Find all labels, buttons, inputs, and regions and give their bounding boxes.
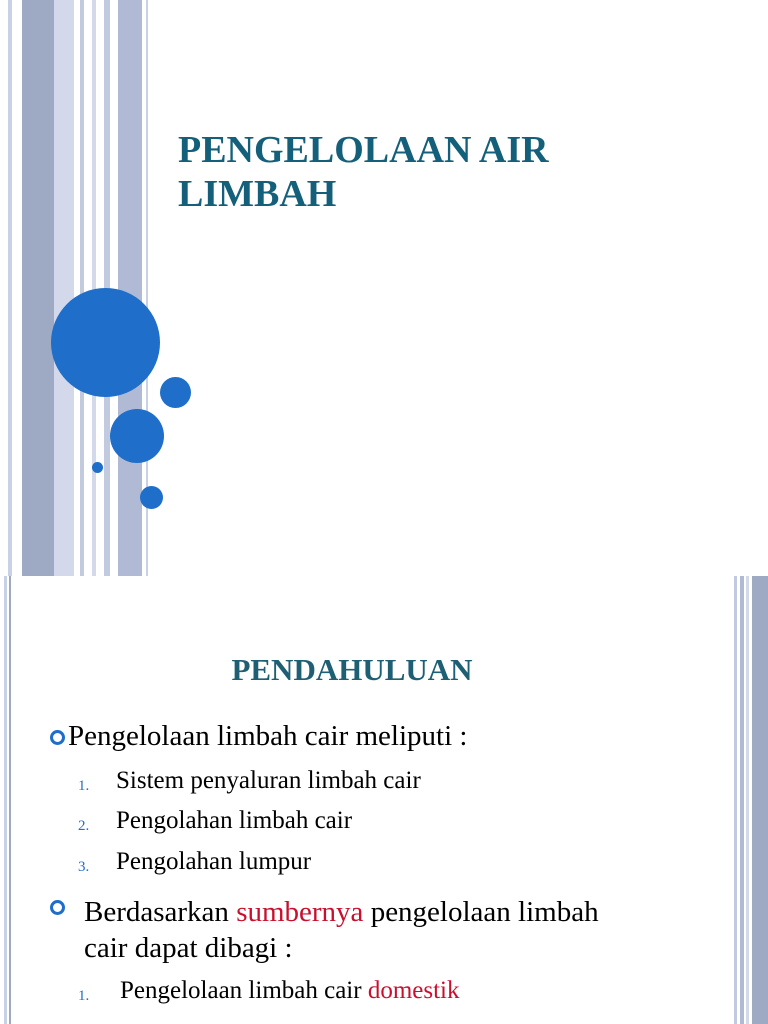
slide-title-line2: LIMBAH [178, 173, 337, 215]
list-item: Pengolahan lumpur [116, 848, 312, 875]
highlight-text: domestik [367, 977, 460, 1004]
decor-stripe [4, 576, 7, 1024]
slide-title-line1: PENGELOLAAN AIR [178, 129, 549, 171]
slide-title [178, 128, 738, 216]
decor-stripe [118, 0, 142, 576]
decor-stripe [746, 576, 749, 1024]
bullet-ring-icon [50, 730, 65, 745]
decor-circle-small [160, 377, 191, 408]
section-heading: PENDAHULUAN [231, 652, 473, 687]
decor-stripe [9, 576, 11, 1024]
content-slide [0, 576, 768, 1024]
decor-stripe [22, 0, 54, 576]
list-number: 1. [78, 778, 90, 794]
list-item [120, 976, 460, 1006]
bullet-text-part: Berdasarkan [84, 896, 237, 928]
decor-stripe [8, 0, 12, 576]
decor-stripe [734, 576, 737, 1024]
list-number: 3. [78, 859, 90, 875]
decor-stripe [54, 0, 74, 576]
list-item: Sistem penyaluran limbah cair [116, 767, 421, 794]
list-item-text: Pengelolaan limbah cair [120, 977, 368, 1004]
bullet-ring-icon [50, 900, 65, 915]
bullet-text: Pengelolaan limbah cair meliputi : [68, 720, 468, 752]
decor-stripe [80, 0, 84, 576]
decor-circle-dot [92, 462, 103, 473]
list-item: Pengolahan limbah cair [116, 807, 353, 834]
highlight-text: sumbernya [236, 896, 364, 928]
bullet-text [84, 894, 644, 966]
list-number: 1. [78, 988, 90, 1004]
decor-circle-medium [110, 409, 164, 463]
decor-circle-large [51, 288, 160, 397]
decor-stripe [752, 576, 768, 1024]
bullet-text-part: pengelolaan limbah cair dapat dibagi : [84, 896, 599, 964]
decor-circle-small [140, 486, 163, 509]
list-number: 2. [78, 818, 90, 834]
decor-stripe [740, 576, 744, 1024]
